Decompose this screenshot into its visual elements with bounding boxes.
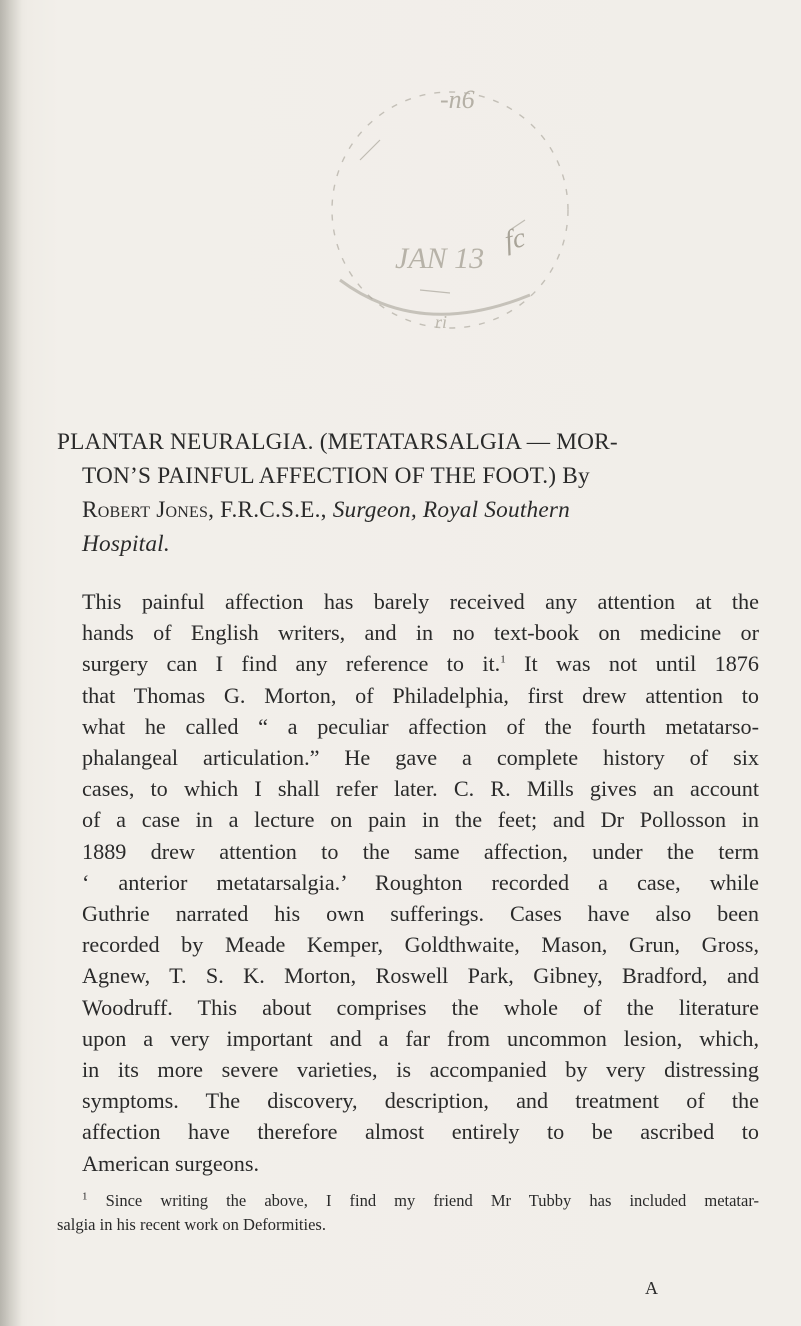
title-by: By: [556, 463, 590, 489]
body-line-15: upon a very important and a far from uncommon lesion, which,: [82, 1025, 759, 1051]
title-line-1: PLANTAR NEURALGIA. (METATARSALGIA — MOR-: [57, 429, 618, 455]
stamp-text-mid: JAN 13: [395, 242, 485, 275]
body-line-17: symptoms. The discovery, description, and treatment of the: [82, 1088, 759, 1114]
article-body: [57, 586, 759, 1179]
title-line-3: [57, 493, 759, 527]
body-line-14: Woodruff. This about comprises the whole of the literature: [82, 994, 759, 1020]
body-line-19: American surgeons.: [82, 1150, 260, 1176]
body-line-2: hands of English writers, and in no text-book on medicine or: [82, 620, 759, 646]
stamp-text-top: -n6: [440, 85, 475, 114]
body-line-7: cases, to which I shall refer later. C. R. Mills gives an account: [82, 776, 759, 802]
binding-shadow: [0, 0, 22, 1326]
stamp-text-right: fc: [501, 222, 529, 257]
author-name: Robert Jones: [82, 497, 209, 523]
body-line-8: of a case in a lecture on pain in the feet; and Dr Pollosson in: [82, 807, 759, 833]
footnote-line-2: salgia in his recent work on Deformities.: [57, 1214, 326, 1234]
footnote-ref[interactable]: 1: [500, 654, 506, 667]
body-line-3-head: surgery can I find any reference to it.: [82, 651, 501, 677]
article: [57, 425, 759, 1237]
body-line-1: This painful affection has barely received any attention at the: [82, 589, 759, 614]
title-line-2: [57, 459, 759, 493]
footnote-marker: 1: [82, 1190, 88, 1203]
title-line-2-caps: TON’S PAINFUL AFFECTION OF THE FOOT.): [82, 463, 557, 489]
body-line-9: 1889 drew attention to the same affection, under the term: [82, 838, 759, 864]
signature-mark: A: [645, 1278, 658, 1298]
body-line-4: that Thomas G. Morton, of Philadelphia, first drew attention to: [82, 682, 759, 708]
author-degrees: , F.R.C.S.E.,: [208, 497, 333, 523]
footnote-line-1: [57, 1189, 759, 1213]
body-line-10: ‘ anterior metatarsalgia.’ Roughton recorded a case, while: [82, 869, 759, 895]
author-role: Surgeon, Royal Southern: [332, 497, 571, 523]
footnote: [57, 1189, 759, 1237]
body-line-5: what he called “ a peculiar affection of the fourth metatarso-: [82, 713, 759, 739]
footnote-text-1: Since writing the above, I find my friend Mr Tubby has included metatar-: [105, 1190, 759, 1210]
article-heading: [57, 425, 759, 561]
body-line-16: in its more severe varieties, is accompanied by very distressing: [82, 1057, 759, 1083]
body-line-18: affection have therefore almost entirely to be ascribed to: [82, 1119, 759, 1145]
stamp-text-bottom: ri: [435, 312, 448, 332]
body-line-6: phalangeal articulation.” He gave a complete history of six: [82, 745, 759, 771]
body-line-3: [57, 648, 759, 679]
body-line-13: Agnew, T. S. K. Morton, Roswell Park, Gibney, Bradford, and: [82, 963, 759, 989]
body-line-11: Guthrie narrated his own sufferings. Cases have also been: [82, 901, 759, 927]
library-stamp: [300, 70, 600, 350]
title-line-4: Hospital.: [82, 531, 170, 557]
body-line-3-tail: It was not until 1876: [505, 651, 759, 677]
body-line-12: recorded by Meade Kemper, Goldthwaite, Mason, Grun, Gross,: [82, 932, 759, 958]
